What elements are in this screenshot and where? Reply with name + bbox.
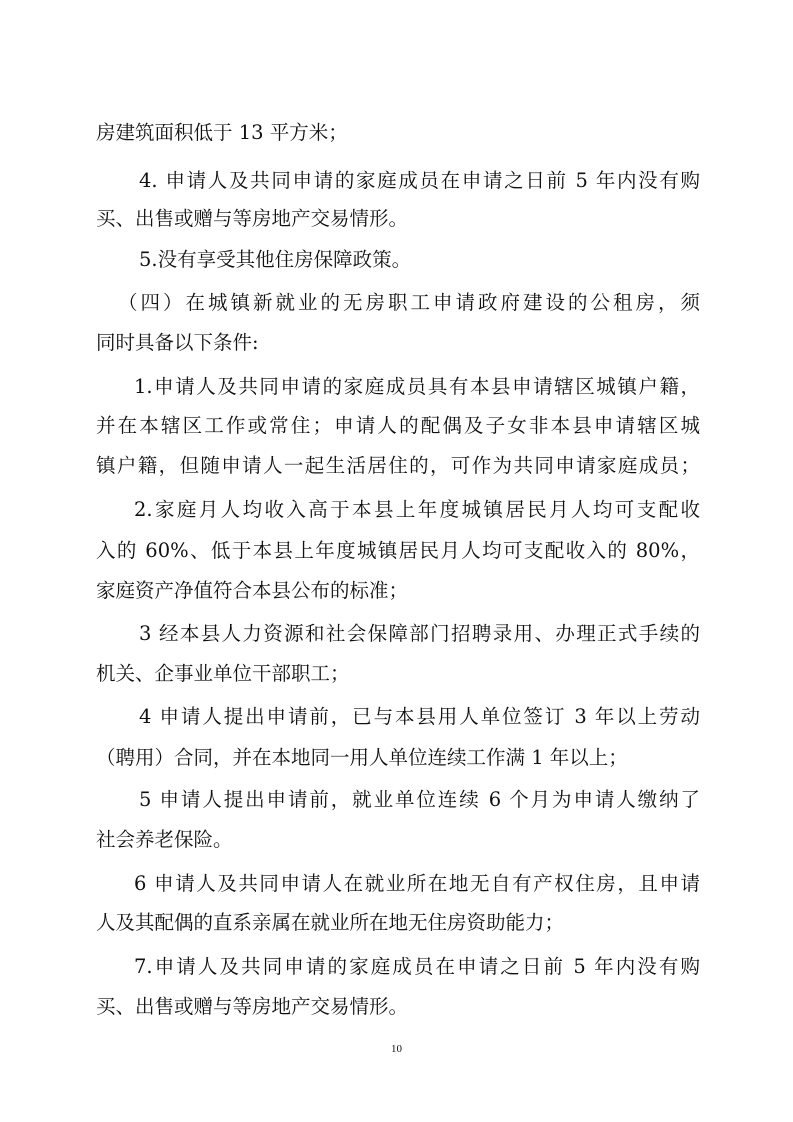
text-line-20: 人及其配偶的直系亲属在就业所在地无住房资助能力；: [96, 911, 565, 934]
text-line-11: 入的 60%、低于本县上年度城镇居民月人均可支配收入的 80%，: [96, 539, 700, 562]
text-line-15: 4 申请人提出申请前，已与本县用人单位签订 3 年以上劳动: [139, 705, 700, 728]
page-number: 10: [391, 1043, 402, 1055]
text-line-21: 7.申请人及共同申请的家庭成员在申请之日前 5 年内没有购: [134, 955, 700, 978]
text-line-7: 1.申请人及共同申请的家庭成员具有本县申请辖区城镇户籍，: [134, 375, 700, 398]
text-line-6: 同时具备以下条件:: [96, 331, 259, 354]
text-line-9: 镇户籍，但随申请人一起生活居住的，可作为共同申请家庭成员；: [96, 454, 700, 477]
text-line-22: 买、出售或赠与等房地产交易情形。: [96, 995, 409, 1018]
text-line-13: 3 经本县人力资源和社会保障部门招聘录用、办理正式手续的: [139, 622, 700, 645]
text-line-18: 社会养老保险。: [96, 828, 233, 851]
text-line-8: 并在本辖区工作或常住；申请人的配偶及子女非本县申请辖区城: [96, 414, 700, 437]
text-line-4: 5.没有享受其他住房保障政策。: [139, 248, 412, 271]
text-line-3: 买、出售或赠与等房地产交易情形。: [96, 207, 409, 230]
text-line-16: （聘用）合同，并在本地同一用人单位连续工作满 1 年以上；: [96, 746, 628, 769]
text-line-2: 4. 申请人及共同申请的家庭成员在申请之日前 5 年内没有购: [139, 169, 700, 192]
text-line-12: 家庭资产净值符合本县公布的标准；: [96, 579, 409, 602]
text-line-17: 5 申请人提出申请前，就业单位连续 6 个月为申请人缴纳了: [139, 788, 700, 811]
text-line-1: 房建筑面积低于 13 平方米；: [96, 121, 348, 144]
text-line-14: 机关、企事业单位干部职工；: [96, 662, 350, 685]
text-line-5: （四）在城镇新就业的无房职工申请政府建设的公租房，须: [118, 291, 700, 314]
text-line-10: 2.家庭月人均收入高于本县上年度城镇居民月人均可支配收: [134, 498, 700, 521]
text-line-19: 6 申请人及共同申请人在就业所在地无自有产权住房，且申请: [134, 872, 700, 895]
